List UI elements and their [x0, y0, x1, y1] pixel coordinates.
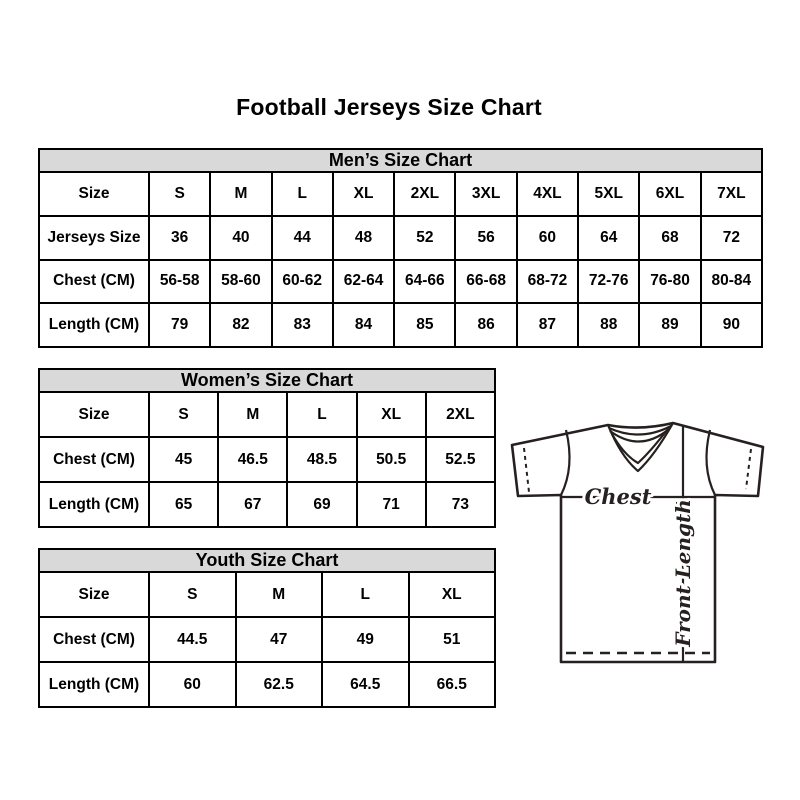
- value-cell: 68-72: [517, 260, 578, 304]
- value-cell: 51: [409, 617, 496, 662]
- value-cell: 4XL: [517, 172, 578, 216]
- value-cell: 49: [322, 617, 409, 662]
- page-title: Football Jerseys Size Chart: [236, 94, 542, 120]
- womens-section-header: Women’s Size Chart: [39, 369, 495, 392]
- value-cell: 64.5: [322, 662, 409, 707]
- table-row: [39, 260, 762, 304]
- value-cell: 83: [272, 303, 333, 347]
- row-label-cell: Size: [39, 392, 149, 437]
- value-cell: 44: [272, 216, 333, 260]
- value-cell: 40: [210, 216, 271, 260]
- value-cell: 64-66: [394, 260, 455, 304]
- value-cell: 2XL: [426, 392, 495, 437]
- section-header-row: [39, 149, 762, 172]
- table-row: [39, 172, 762, 216]
- table-row: [39, 482, 495, 527]
- value-cell: 71: [357, 482, 426, 527]
- value-cell: 73: [426, 482, 495, 527]
- value-cell: 69: [287, 482, 356, 527]
- value-cell: 36: [149, 216, 210, 260]
- value-cell: 50.5: [357, 437, 426, 482]
- value-cell: L: [287, 392, 356, 437]
- row-label-cell: Length (CM): [39, 303, 149, 347]
- value-cell: 62-64: [333, 260, 394, 304]
- value-cell: XL: [357, 392, 426, 437]
- row-label-cell: Chest (CM): [39, 260, 149, 304]
- value-cell: 72: [701, 216, 762, 260]
- value-cell: 7XL: [701, 172, 762, 216]
- table-row: [39, 216, 762, 260]
- value-cell: 60: [517, 216, 578, 260]
- row-label-cell: Length (CM): [39, 662, 149, 707]
- table-row: [39, 572, 495, 617]
- value-cell: S: [149, 572, 236, 617]
- row-label-cell: Length (CM): [39, 482, 149, 527]
- value-cell: 66.5: [409, 662, 496, 707]
- value-cell: 52: [394, 216, 455, 260]
- value-cell: 76-80: [639, 260, 700, 304]
- value-cell: 56: [455, 216, 516, 260]
- value-cell: 84: [333, 303, 394, 347]
- value-cell: 67: [218, 482, 287, 527]
- value-cell: XL: [333, 172, 394, 216]
- value-cell: 52.5: [426, 437, 495, 482]
- value-cell: 47: [236, 617, 323, 662]
- value-cell: 87: [517, 303, 578, 347]
- section-header-row: [39, 549, 495, 572]
- table-row: [39, 303, 762, 347]
- value-cell: M: [236, 572, 323, 617]
- value-cell: 90: [701, 303, 762, 347]
- table-row: [39, 617, 495, 662]
- youth-section-header: Youth Size Chart: [39, 549, 495, 572]
- value-cell: 45: [149, 437, 218, 482]
- row-label-cell: Size: [39, 572, 149, 617]
- jersey-outline: [512, 423, 763, 662]
- value-cell: 48: [333, 216, 394, 260]
- row-label-cell: Chest (CM): [39, 437, 149, 482]
- value-cell: 44.5: [149, 617, 236, 662]
- table-row: [39, 662, 495, 707]
- mens-size-chart-table: [38, 148, 763, 348]
- front-length-measure-label: Front Length: [671, 499, 695, 647]
- value-cell: 88: [578, 303, 639, 347]
- value-cell: 62.5: [236, 662, 323, 707]
- value-cell: 66-68: [455, 260, 516, 304]
- value-cell: 2XL: [394, 172, 455, 216]
- value-cell: 6XL: [639, 172, 700, 216]
- value-cell: 64: [578, 216, 639, 260]
- value-cell: 79: [149, 303, 210, 347]
- value-cell: 68: [639, 216, 700, 260]
- table-row: [39, 437, 495, 482]
- value-cell: M: [210, 172, 271, 216]
- value-cell: 60: [149, 662, 236, 707]
- value-cell: XL: [409, 572, 496, 617]
- row-label-cell: Jerseys Size: [39, 216, 149, 260]
- value-cell: L: [272, 172, 333, 216]
- value-cell: 58-60: [210, 260, 271, 304]
- value-cell: S: [149, 172, 210, 216]
- value-cell: 86: [455, 303, 516, 347]
- value-cell: 5XL: [578, 172, 639, 216]
- table-row: [39, 392, 495, 437]
- youth-size-chart-table: [38, 548, 496, 708]
- value-cell: 46.5: [218, 437, 287, 482]
- value-cell: M: [218, 392, 287, 437]
- value-cell: 72-76: [578, 260, 639, 304]
- value-cell: 60-62: [272, 260, 333, 304]
- mens-section-header: Men’s Size Chart: [39, 149, 762, 172]
- value-cell: 89: [639, 303, 700, 347]
- value-cell: 80-84: [701, 260, 762, 304]
- value-cell: 85: [394, 303, 455, 347]
- value-cell: 65: [149, 482, 218, 527]
- value-cell: L: [322, 572, 409, 617]
- value-cell: 48.5: [287, 437, 356, 482]
- value-cell: S: [149, 392, 218, 437]
- row-label-cell: Chest (CM): [39, 617, 149, 662]
- jersey-measurement-diagram: [505, 415, 775, 665]
- value-cell: 82: [210, 303, 271, 347]
- chest-measure-label: Chest: [584, 484, 652, 509]
- section-header-row: [39, 369, 495, 392]
- womens-size-chart-table: [38, 368, 496, 528]
- row-label-cell: Size: [39, 172, 149, 216]
- value-cell: 3XL: [455, 172, 516, 216]
- value-cell: 56-58: [149, 260, 210, 304]
